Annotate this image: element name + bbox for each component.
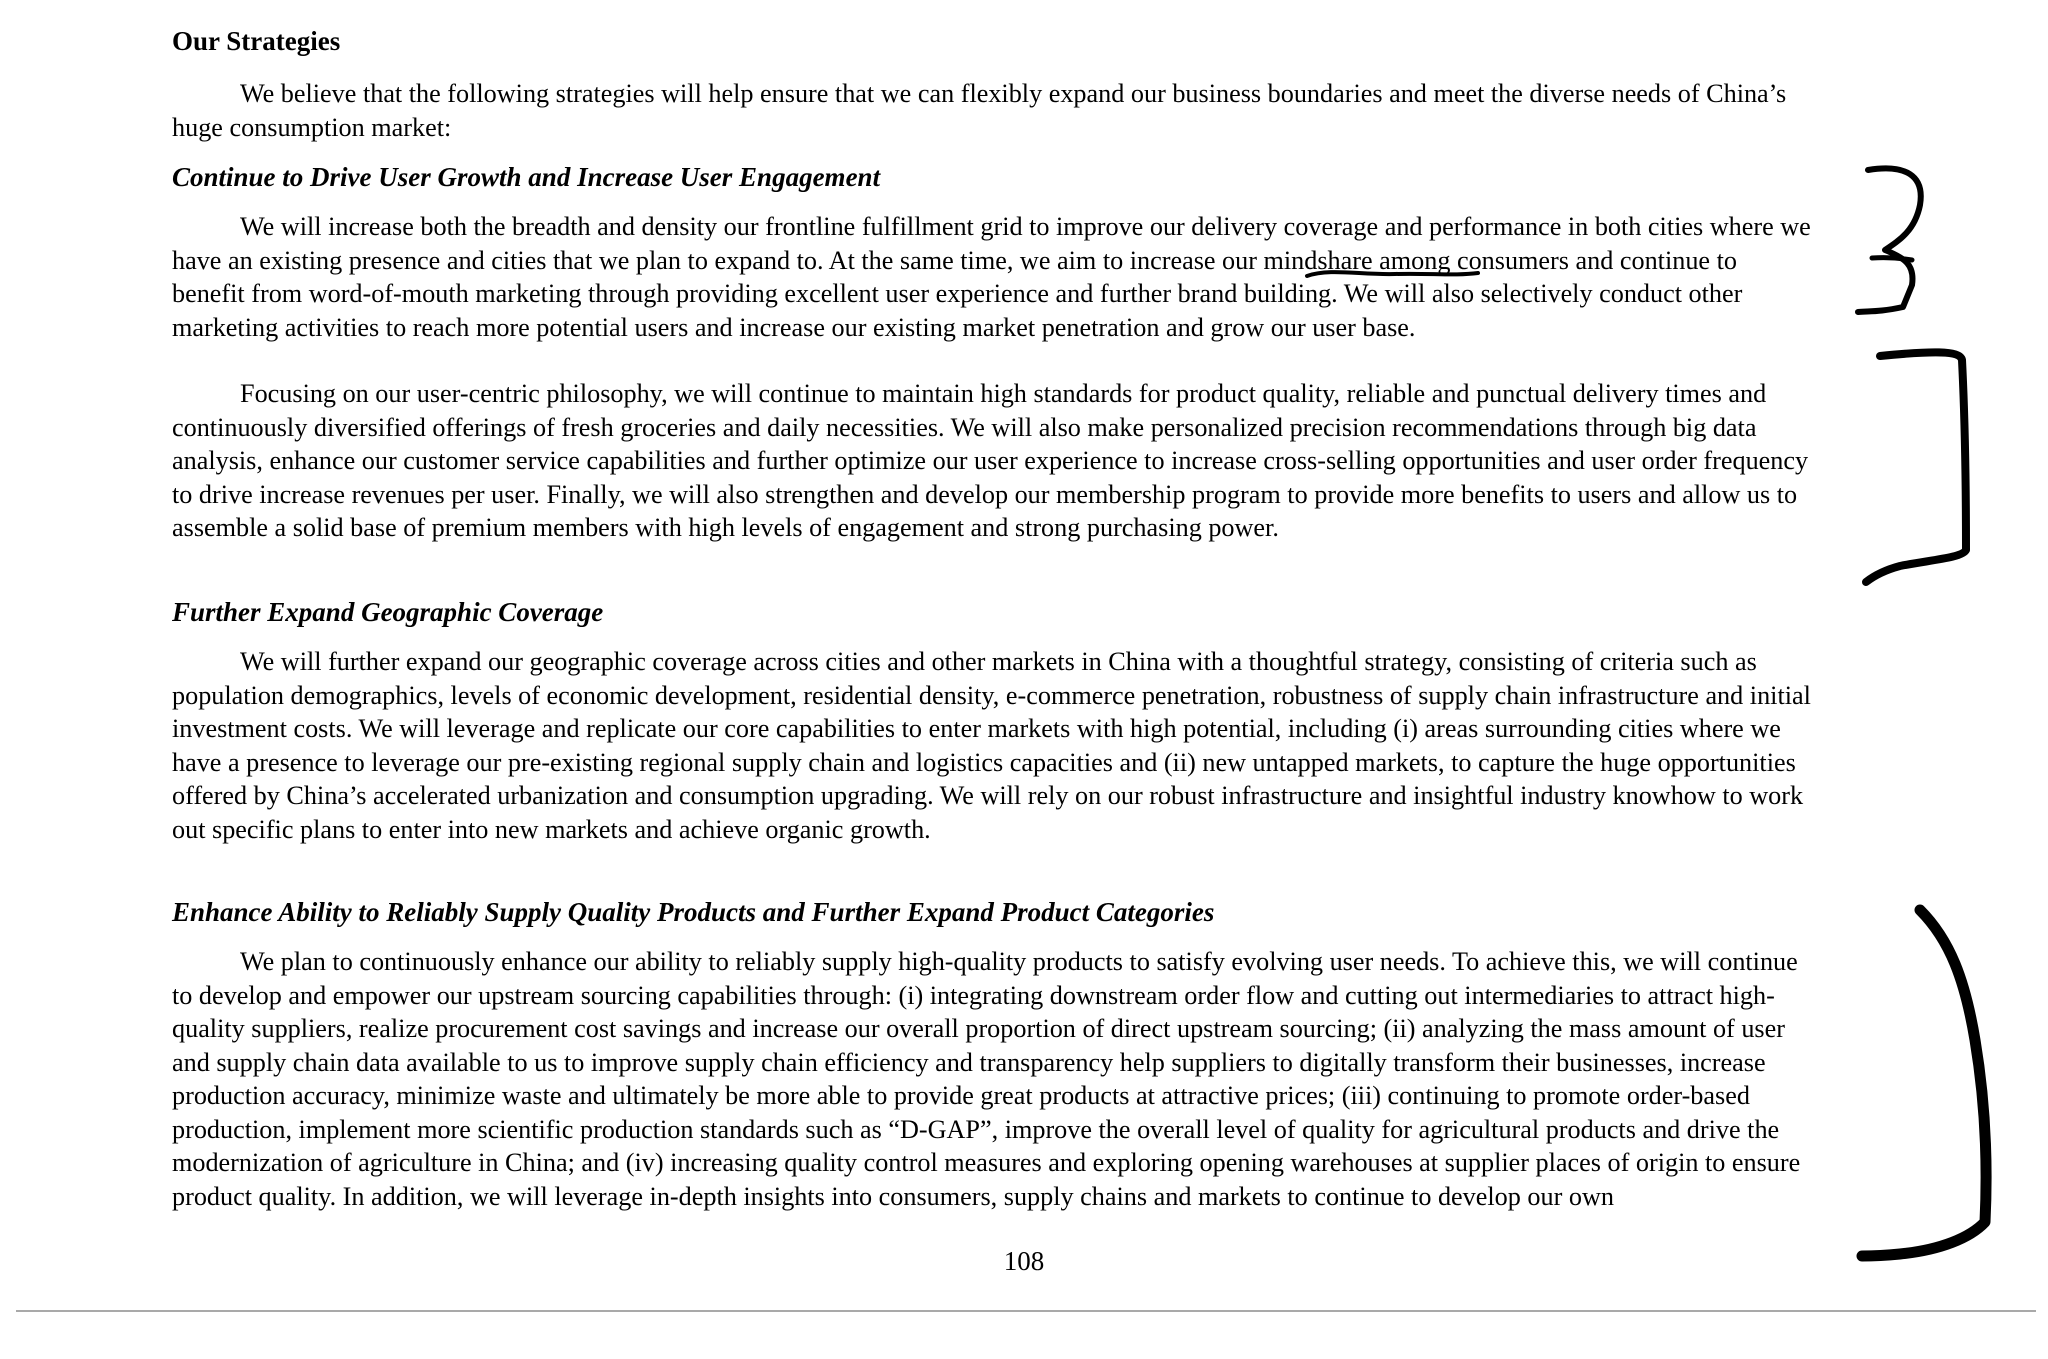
paragraph-line: and supply chain data available to us to improve supply chain efficiency and transparency help suppliers to digitally transform their businesses, increase xyxy=(172,1047,1766,1077)
paragraph-line: population demographics, levels of economic development, residential density, e-commerce penetration, robustness of supply chain infrastructure and initial xyxy=(172,680,1811,710)
paragraph-line: product quality. In addition, we will leverage in-depth insights into consumers, supply chains and markets to continue to develop our own xyxy=(172,1181,1614,1211)
section-heading-quality-products: Enhance Ability to Reliably Supply Quality Products and Further Expand Product Categories xyxy=(172,897,1215,927)
paragraph-line: benefit from word-of-mouth marketing through providing excellent user experience and further brand building. We will also selectively conduct other xyxy=(172,279,1743,308)
intro-paragraph xyxy=(172,77,1912,144)
paragraph-line: to drive increase revenues per user. Finally, we will also strengthen and develop our membership program to provide more benefits to users and allow us to xyxy=(172,479,1798,509)
paragraph-line: modernization of agriculture in China; and (iv) increasing quality control measures and exploring opening warehouses at supplier places of origin to ensure xyxy=(172,1148,1801,1177)
paragraph-line: Focusing on our user-centric philosophy, we will continue to maintain high standards for product quality, reliable and punctual delivery times and xyxy=(240,379,1767,408)
paragraph-line: huge consumption market: xyxy=(172,112,452,142)
paragraph-line: We believe that the following strategies will help ensure that we can flexibly expand our business boundaries and meet the diverse needs of China’s xyxy=(240,79,1787,108)
paragraph-line: have an existing presence and cities that we plan to expand to. At the same time, we aim to increase our mindshare among consumers and continue to xyxy=(172,245,1737,275)
page-number: 108 xyxy=(1003,1246,1045,1276)
paragraph-line: quality suppliers, realize procurement cost savings and increase our overall proportion of direct upstream sourcing; (ii) analyzing the mass amount of user xyxy=(172,1014,1785,1043)
paragraph-line: offered by China’s accelerated urbanization and consumption upgrading. We will rely on our robust infrastructure and insightful industry knowhow to work xyxy=(172,781,1804,810)
paragraph-line: out specific plans to enter into new markets and achieve organic growth. xyxy=(172,814,931,844)
paragraph-line: marketing activities to reach more potential users and increase our existing market penetration and grow our user base. xyxy=(172,312,1416,342)
paragraph-line: investment costs. We will leverage and replicate our core capabilities to enter markets with high potential, including (i) areas surrounding cities where we xyxy=(172,714,1781,743)
paragraph-line: continuously diversified offerings of fresh groceries and daily necessities. We will also make personalized precision recommendations through big data xyxy=(172,412,1757,442)
paragraph-line: analysis, enhance our customer service capabilities and further optimize our user experience to increase cross-selling opportunities and user order frequency xyxy=(172,446,1809,475)
paragraph-line: We will further expand our geographic coverage across cities and other markets in China with a thoughtful strategy, consisting of criteria such as xyxy=(240,647,1757,676)
paragraph-line: We will increase both the breadth and density our frontline fulfillment grid to improve our delivery coverage and performance in both cities where we xyxy=(240,212,1811,241)
paragraph-line: assemble a solid base of premium members with high levels of engagement and strong purchasing power. xyxy=(172,513,1279,542)
paragraph-line: production accuracy, minimize waste and ultimately be more able to provide great products at attractive prices; (iii) continuing to promote order-based xyxy=(172,1081,1750,1110)
paragraph-line: have a presence to leverage our pre-existing regional supply chain and logistics capacities and (ii) new untapped markets, to capture the huge opportunities xyxy=(172,747,1796,777)
paragraph-line: We plan to continuously enhance our ability to reliably supply high-quality products to satisfy evolving user needs. To achieve this, we will continue xyxy=(240,947,1798,976)
paragraph-line: to develop and empower our upstream sourcing capabilities through: (i) integrating downstream order flow and cutting out intermediaries to attract high- xyxy=(172,980,1775,1010)
paragraph-user-growth-2 xyxy=(172,377,1912,545)
paragraph-user-growth-1 xyxy=(172,210,1912,344)
paragraph-geographic-coverage xyxy=(172,645,1912,846)
section-heading-geographic-coverage: Further Expand Geographic Coverage xyxy=(172,597,604,627)
paragraph-quality-products xyxy=(172,945,1912,1213)
section-title: Our Strategies xyxy=(172,26,341,56)
paragraph-line: production, implement more scientific production standards such as “D-GAP”, improve the overall level of quality for agricultural products and drive the xyxy=(172,1114,1780,1144)
page-divider xyxy=(16,1310,2036,1312)
section-heading-user-growth: Continue to Drive User Growth and Increase User Engagement xyxy=(172,162,881,192)
